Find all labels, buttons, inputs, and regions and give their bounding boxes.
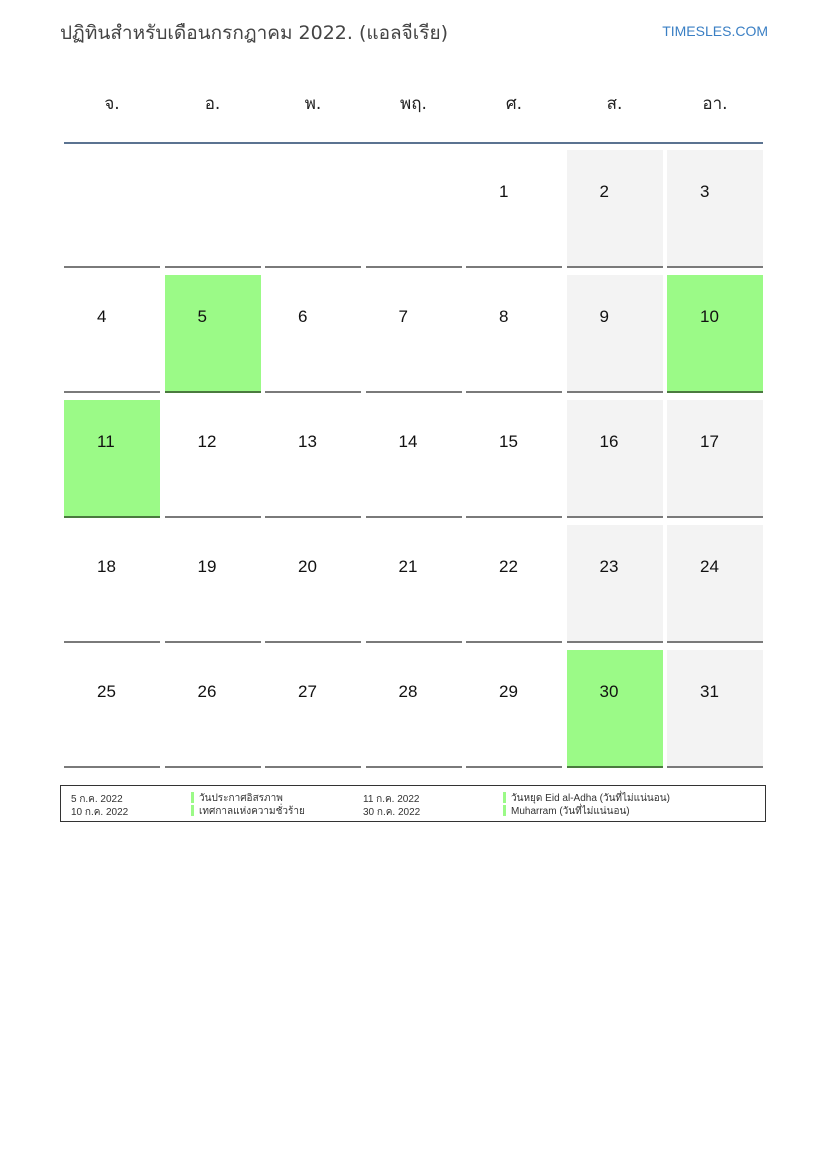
day-cell[interactable] bbox=[667, 525, 763, 643]
legend-color-marker bbox=[191, 792, 194, 803]
day-number: 9 bbox=[599, 307, 609, 326]
day-number: 10 bbox=[700, 307, 719, 326]
day-cell[interactable] bbox=[366, 275, 462, 393]
day-cell-holiday[interactable] bbox=[165, 275, 261, 393]
day-cell[interactable] bbox=[64, 525, 160, 643]
day-cell[interactable] bbox=[466, 150, 562, 268]
day-cell[interactable] bbox=[165, 400, 261, 518]
day-number: 5 bbox=[197, 307, 207, 326]
day-number: 21 bbox=[398, 557, 418, 576]
day-cell[interactable] bbox=[567, 275, 663, 393]
day-cell[interactable] bbox=[366, 400, 462, 518]
day-number: 24 bbox=[700, 557, 719, 576]
legend-date: 30 ก.ค. 2022 bbox=[363, 807, 421, 818]
day-number: 6 bbox=[298, 307, 308, 326]
day-cell[interactable] bbox=[567, 525, 663, 643]
day-number: 20 bbox=[298, 557, 317, 576]
weekday-sun: อา. bbox=[702, 94, 728, 114]
weekday-tue: อ. bbox=[204, 94, 221, 114]
day-cell[interactable] bbox=[165, 525, 261, 643]
brand-link[interactable]: TIMESLES.COM bbox=[662, 23, 768, 39]
legend-color-marker bbox=[503, 805, 506, 816]
day-cell[interactable] bbox=[64, 650, 160, 768]
day-number: 26 bbox=[197, 682, 217, 701]
day-cell[interactable] bbox=[466, 275, 562, 393]
legend-holiday-name: วันหยุด Eid al-Adha (วันที่ไม่แน่นอน) bbox=[511, 793, 670, 804]
weekday-mon: จ. bbox=[104, 94, 120, 114]
weekday-header-row bbox=[64, 90, 763, 120]
day-cell[interactable] bbox=[265, 650, 361, 768]
day-number: 31 bbox=[700, 682, 719, 701]
day-number: 27 bbox=[298, 682, 317, 701]
day-cell-holiday[interactable] bbox=[567, 650, 663, 768]
day-number: 25 bbox=[97, 682, 116, 701]
empty-day-cell bbox=[64, 150, 160, 268]
day-cell[interactable] bbox=[366, 650, 462, 768]
day-number: 4 bbox=[97, 307, 107, 326]
day-cell[interactable] bbox=[366, 525, 462, 643]
day-number: 1 bbox=[499, 182, 509, 201]
day-number: 18 bbox=[97, 557, 116, 576]
day-cell-holiday[interactable] bbox=[667, 275, 763, 393]
empty-day-cell bbox=[265, 150, 361, 268]
legend-holiday-name: วันประกาศอิสรภาพ bbox=[199, 793, 283, 804]
legend-holiday-name: เทศกาลแห่งความชั่วร้าย bbox=[199, 806, 305, 817]
day-number: 29 bbox=[499, 682, 518, 701]
day-cell[interactable] bbox=[165, 650, 261, 768]
day-cell[interactable] bbox=[265, 275, 361, 393]
weekday-fri: ศ. bbox=[505, 94, 523, 114]
day-number: 11 bbox=[97, 432, 115, 451]
day-cell[interactable] bbox=[567, 400, 663, 518]
day-number: 3 bbox=[700, 182, 710, 201]
day-number: 2 bbox=[599, 182, 609, 201]
weekday-wed: พ. bbox=[304, 94, 322, 114]
day-cell[interactable] bbox=[265, 525, 361, 643]
day-cell[interactable] bbox=[466, 525, 562, 643]
empty-day-cell bbox=[165, 150, 261, 268]
day-cell[interactable] bbox=[466, 650, 562, 768]
day-number: 28 bbox=[398, 682, 418, 701]
calendar-grid bbox=[64, 150, 763, 770]
day-number: 14 bbox=[398, 432, 418, 451]
day-number: 22 bbox=[499, 557, 518, 576]
day-number: 30 bbox=[599, 682, 619, 701]
empty-day-cell bbox=[366, 150, 462, 268]
day-cell-holiday[interactable] bbox=[64, 400, 160, 518]
legend-color-marker bbox=[503, 792, 506, 803]
holiday-legend bbox=[60, 785, 766, 822]
day-cell[interactable] bbox=[64, 275, 160, 393]
day-cell[interactable] bbox=[667, 650, 763, 768]
day-cell[interactable] bbox=[667, 400, 763, 518]
day-cell[interactable] bbox=[265, 400, 361, 518]
day-number: 17 bbox=[700, 432, 719, 451]
day-cell[interactable] bbox=[466, 400, 562, 518]
day-number: 12 bbox=[197, 432, 217, 451]
legend-date: 11 ก.ค. 2022 bbox=[363, 794, 420, 805]
day-cell[interactable] bbox=[567, 150, 663, 268]
header-divider bbox=[64, 142, 763, 144]
legend-date: 10 ก.ค. 2022 bbox=[71, 807, 129, 818]
day-number: 23 bbox=[599, 557, 619, 576]
legend-color-marker bbox=[191, 805, 194, 816]
day-number: 13 bbox=[298, 432, 317, 451]
day-number: 19 bbox=[197, 557, 217, 576]
weekday-thu: พฤ. bbox=[400, 94, 427, 114]
day-number: 16 bbox=[599, 432, 619, 451]
day-number: 8 bbox=[499, 307, 509, 326]
weekday-sat: ส. bbox=[606, 94, 623, 114]
day-number: 7 bbox=[398, 307, 408, 326]
legend-holiday-name: Muharram (วันที่ไม่แน่นอน) bbox=[511, 806, 630, 817]
page-title: ปฏิทินสำหรับเดือนกรกฎาคม 2022. (แอลจีเรีย) bbox=[60, 22, 449, 44]
day-cell[interactable] bbox=[667, 150, 763, 268]
day-number: 15 bbox=[499, 432, 518, 451]
legend-date: 5 ก.ค. 2022 bbox=[71, 794, 123, 805]
